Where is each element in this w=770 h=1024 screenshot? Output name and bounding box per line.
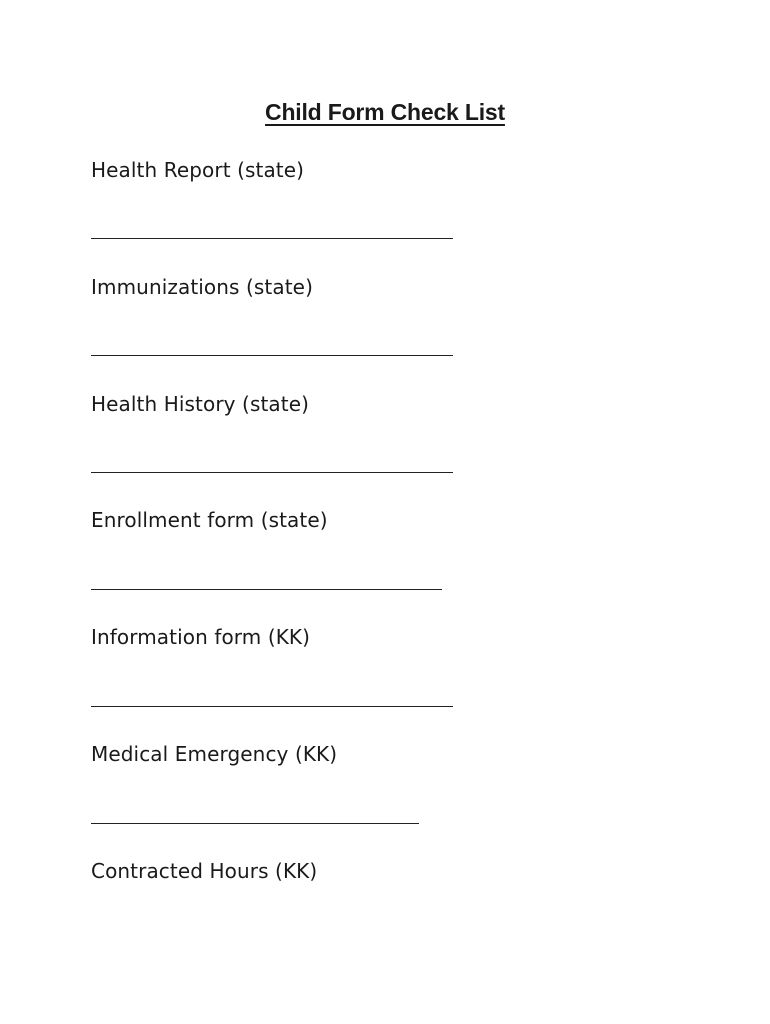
signature-line (91, 589, 442, 590)
checklist-item-label: Contracted Hours (KK) (91, 859, 318, 883)
checklist-item-label: Health Report (state) (91, 158, 305, 182)
page-title (0, 97, 770, 127)
checklist-item-label: Enrollment form (state) (91, 508, 328, 532)
page-title-text: Child Form Check List (265, 99, 505, 125)
signature-line (91, 355, 453, 356)
signature-line (91, 706, 453, 707)
signature-line (91, 238, 453, 239)
checklist-item-label: Health History (state) (91, 392, 310, 416)
signature-line (91, 472, 453, 473)
checklist-item-label: Immunizations (state) (91, 275, 313, 299)
signature-line (91, 823, 419, 824)
checklist-item-label: Medical Emergency (KK) (91, 742, 338, 766)
checklist-item-label: Information form (KK) (91, 625, 311, 649)
